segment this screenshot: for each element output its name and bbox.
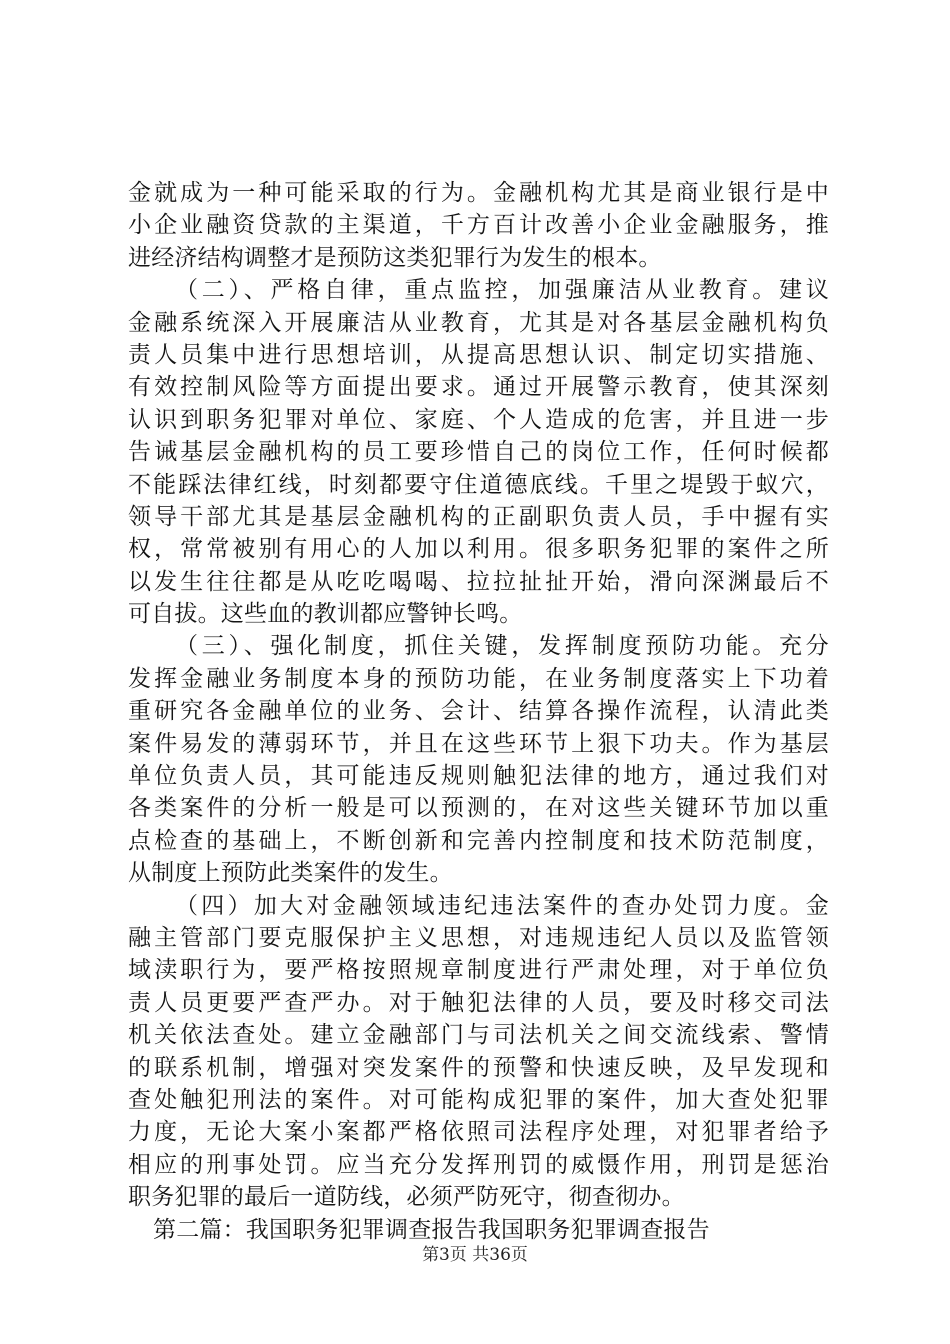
section-2-first-line: （二）、严格自律，重点监控，加强廉洁从业教育。建议 bbox=[175, 277, 829, 304]
text-line: 金融系统深入开展廉洁从业教育，尤其是对各基层金融机构负 bbox=[128, 309, 829, 336]
text-line: 重研究各金融单位的业务、会计、结算各操作流程，认清此类 bbox=[128, 698, 829, 725]
chapter-heading: 第二篇：我国职务犯罪调查报告我国职务犯罪调查报告 bbox=[153, 1216, 710, 1243]
document-body bbox=[128, 177, 829, 1246]
text-line: 点检查的基础上，不断创新和完善内控制度和技术防范制度， bbox=[128, 827, 829, 854]
text-line: 告诫基层金融机构的员工要珍惜自己的岗位工作，任何时候都 bbox=[128, 439, 829, 466]
text-line: 相应的刑事处罚。应当充分发挥刑罚的威慑作用，刑罚是惩治 bbox=[128, 1151, 829, 1178]
text-line: 案件易发的薄弱环节，并且在这些环节上狠下功夫。作为基层 bbox=[128, 730, 829, 757]
text-line: 查处触犯刑法的案件。对可能构成犯罪的案件，加大查处犯罪 bbox=[128, 1086, 829, 1113]
text-line: 发挥金融业务制度本身的预防功能，在业务制度落实上下功着 bbox=[128, 665, 829, 692]
text-line: 从制度上预防此类案件的发生。 bbox=[128, 860, 453, 887]
text-line: 单位负责人员，其可能违反规则触犯法律的地方，通过我们对 bbox=[128, 763, 829, 790]
section-4-first-line: （四）加大对金融领域违纪违法案件的查办处罚力度。金 bbox=[175, 892, 829, 919]
text-line: 小企业融资贷款的主渠道，千方百计改善小企业金融服务，推 bbox=[128, 212, 829, 239]
text-line: 融主管部门要克服保护主义思想，对违规违纪人员以及监管领 bbox=[128, 924, 829, 951]
section-3-first-line: （三）、强化制度，抓住关键，发挥制度预防功能。充分 bbox=[175, 633, 829, 660]
text-line: 有效控制风险等方面提出要求。通过开展警示教育，使其深刻 bbox=[128, 374, 829, 401]
text-line: 职务犯罪的最后一道防线，必须严防死守，彻查彻办。 bbox=[128, 1184, 685, 1211]
text-line: 的联系机制，增强对突发案件的预警和快速反映，及早发现和 bbox=[128, 1054, 829, 1081]
text-line: 各类案件的分析一般是可以预测的，在对这些关键环节加以重 bbox=[128, 795, 829, 822]
text-line: 力度，无论大案小案都严格依照司法程序处理，对犯罪者给予 bbox=[128, 1119, 829, 1146]
text-line: 以发生往往都是从吃吃喝喝、拉拉扯扯开始，滑向深渊最后不 bbox=[128, 568, 829, 595]
text-line: 进经济结构调整才是预防这类犯罪行为发生的根本。 bbox=[128, 244, 662, 271]
text-line: 可自拔。这些血的教训都应警钟长鸣。 bbox=[128, 601, 523, 628]
text-line: 责人员更要严查严办。对于触犯法律的人员，要及时移交司法 bbox=[128, 989, 829, 1016]
page-footer: 第3页 共36页 bbox=[422, 1245, 528, 1265]
text-line: 领导干部尤其是基层金融机构的正副职负责人员，手中握有实 bbox=[128, 503, 829, 530]
text-line: 责人员集中进行思想培训，从提高思想认识、制定切实措施、 bbox=[128, 341, 829, 368]
text-line: 不能踩法律红线，时刻都要守住道德底线。千里之堤毁于蚁穴， bbox=[128, 471, 829, 498]
text-line: 金就成为一种可能采取的行为。金融机构尤其是商业银行是中 bbox=[128, 180, 829, 206]
text-line: 域渎职行为，要严格按照规章制度进行严肃处理，对于单位负 bbox=[128, 957, 829, 984]
text-line: 认识到职务犯罪对单位、家庭、个人造成的危害，并且进一步 bbox=[128, 406, 829, 433]
text-line: 机关依法查处。建立金融部门与司法机关之间交流线索、警情 bbox=[128, 1022, 829, 1049]
text-line: 权，常常被别有用心的人加以利用。很多职务犯罪的案件之所 bbox=[128, 536, 829, 563]
